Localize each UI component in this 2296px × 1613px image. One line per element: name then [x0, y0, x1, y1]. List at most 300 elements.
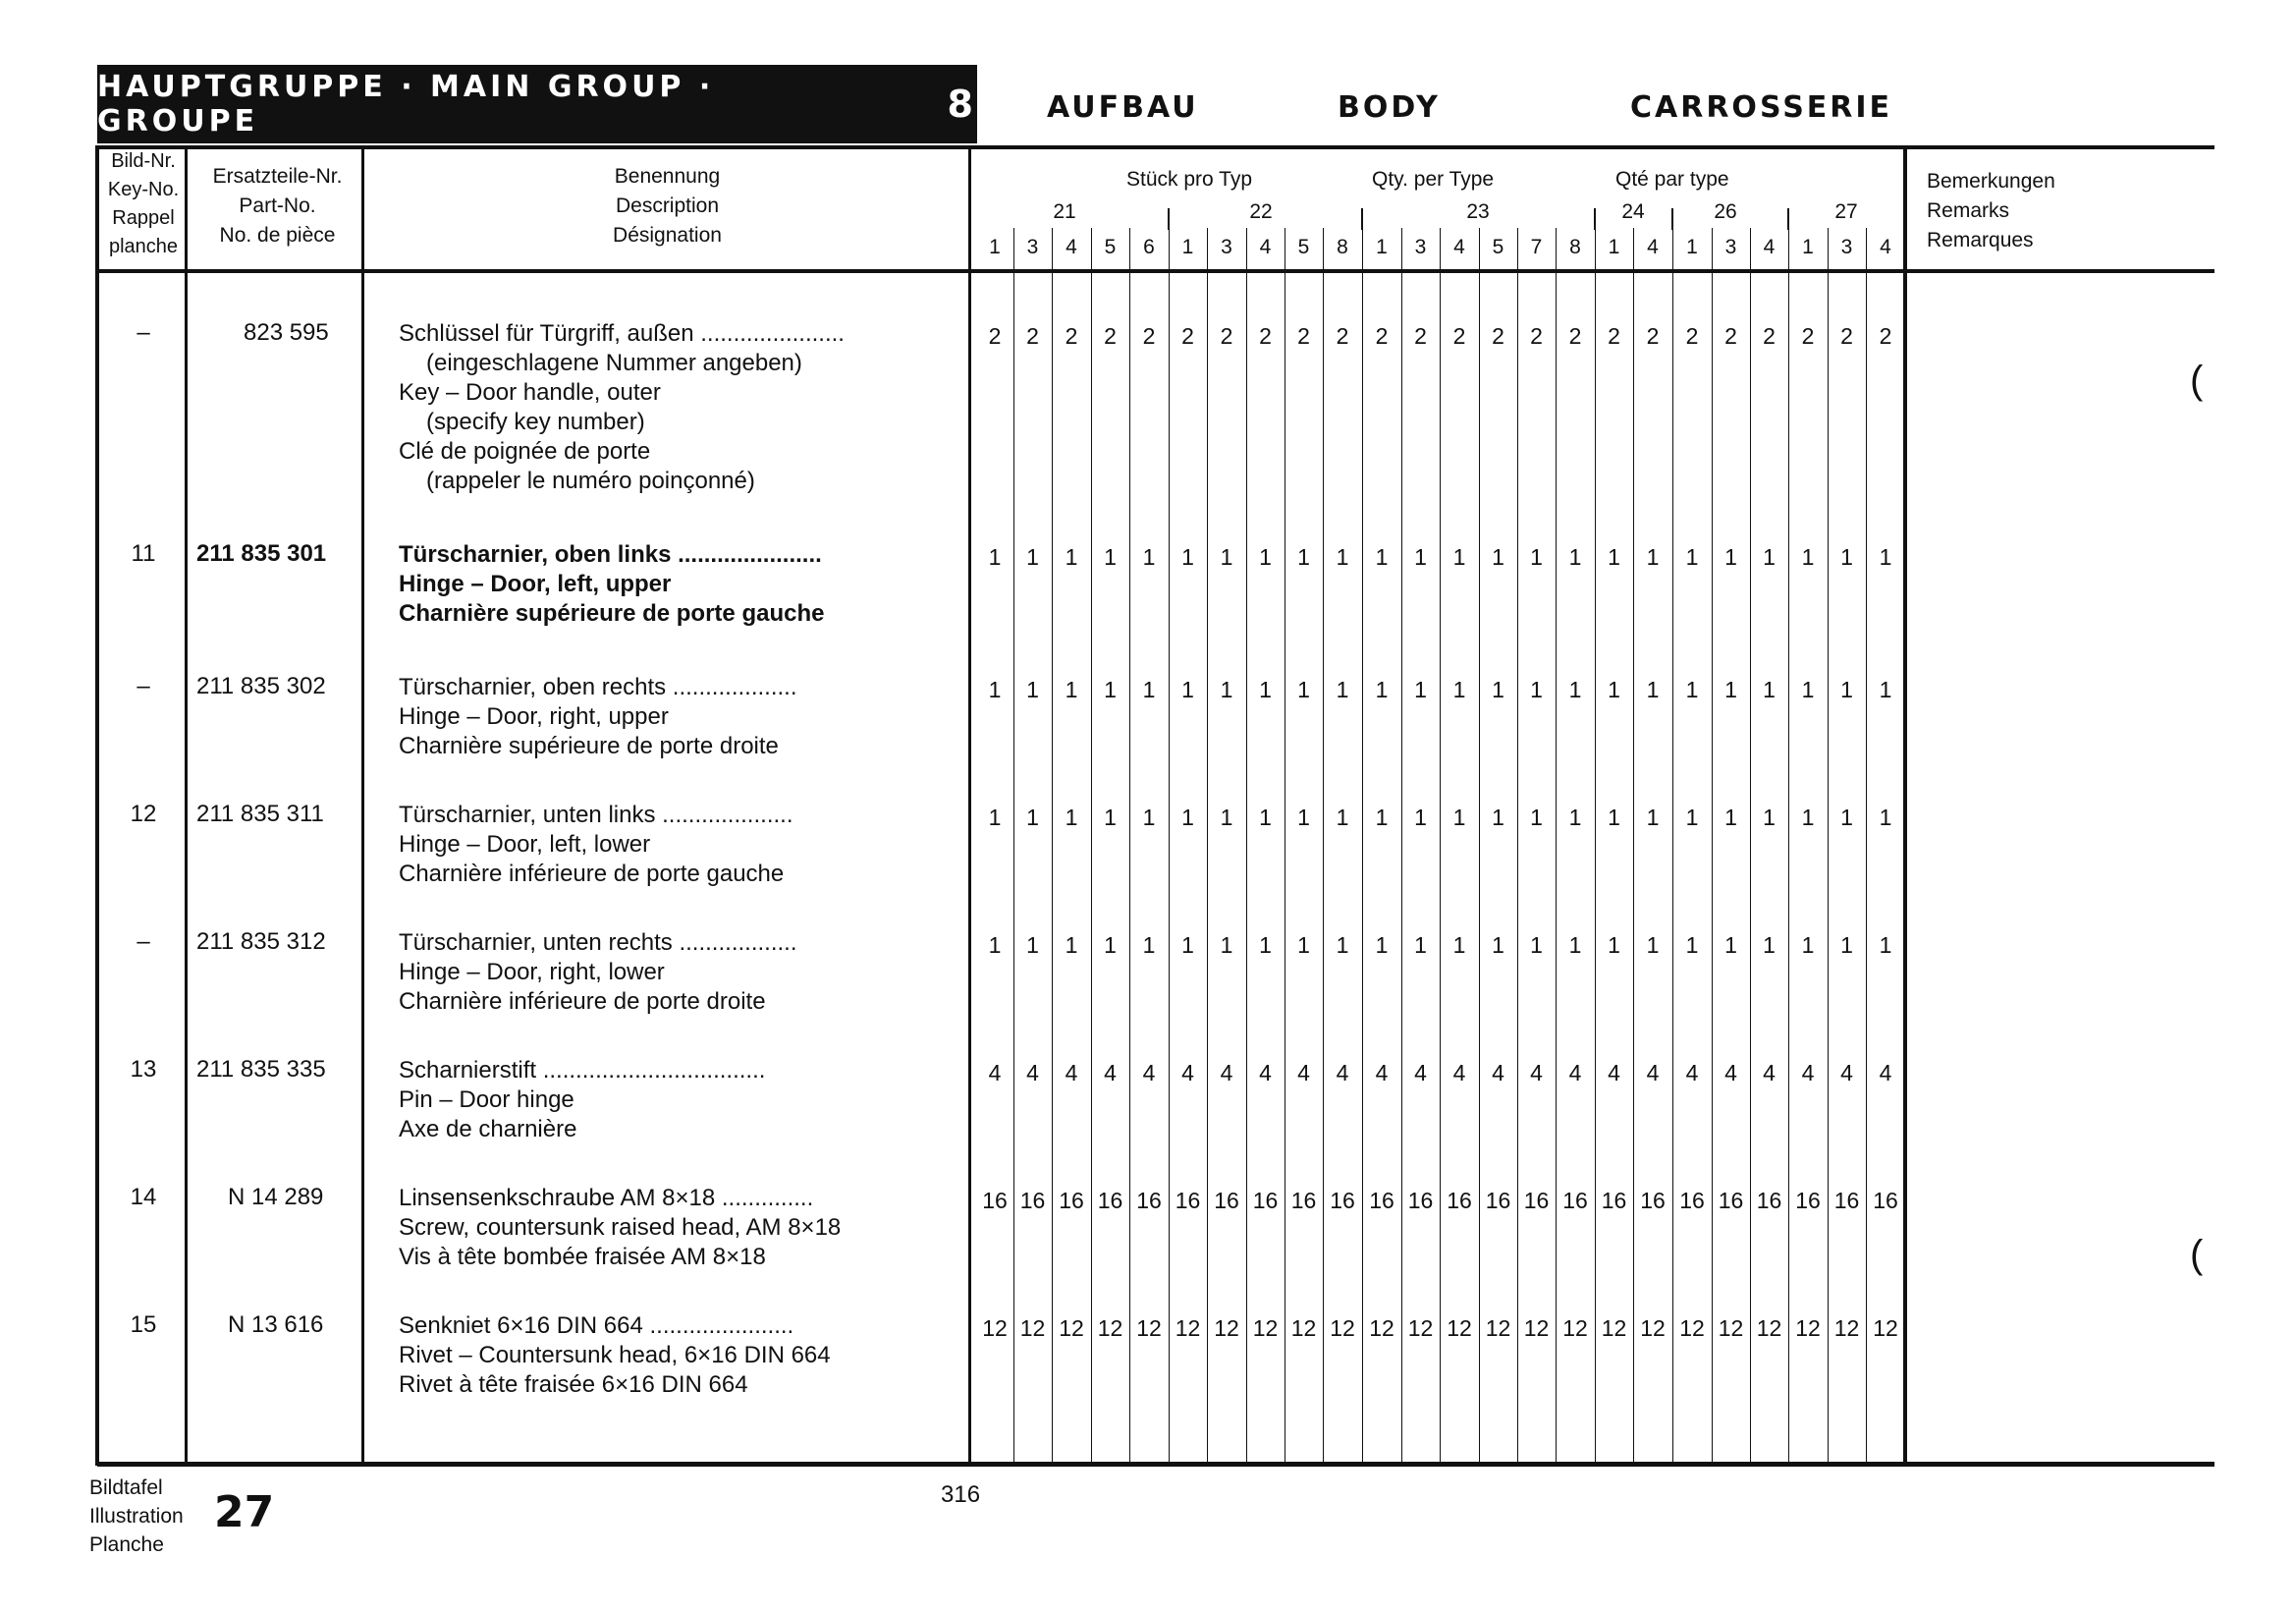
- quantity-cell: 1: [1763, 544, 1776, 570]
- sub-column-label: 1: [989, 236, 1001, 258]
- quantity-cell: 1: [1026, 677, 1039, 702]
- quantity-cell: 16: [1330, 1188, 1355, 1213]
- quantity-cell: 1: [1220, 932, 1233, 958]
- key-number: 14: [130, 1184, 157, 1210]
- quantity-cell: 1: [1259, 805, 1272, 830]
- qty-col-rule: [1672, 228, 1673, 1462]
- sub-column-label: 5: [1104, 236, 1117, 258]
- quantity-cell: 1: [1142, 544, 1156, 570]
- quantity-cell: 12: [1252, 1315, 1279, 1341]
- quantity-cell: 16: [1756, 1188, 1782, 1213]
- quantity-cell: 16: [1718, 1188, 1744, 1213]
- quantity-cell: 12: [1523, 1315, 1550, 1341]
- description-line: Türscharnier, unten links ....................: [399, 802, 793, 828]
- quantity-cell: 2: [1065, 323, 1078, 349]
- main-group-label: HAUPTGRUPPE · MAIN GROUP · GROUPE: [97, 70, 715, 139]
- sub-column-label: 4: [1066, 236, 1077, 258]
- qty-col-rule: [1362, 228, 1363, 1462]
- left-border: [95, 145, 99, 1466]
- quantity-cell: 2: [1297, 323, 1310, 349]
- sub-column-label: 1: [1376, 236, 1388, 258]
- description-line: Türscharnier, oben links ......................: [399, 541, 822, 568]
- part-description: [399, 319, 845, 496]
- part-description: [399, 801, 793, 889]
- quantity-cell: 1: [1646, 932, 1660, 958]
- description-header-de: Benennung: [614, 165, 721, 188]
- quantity-cell: 1: [1801, 677, 1815, 702]
- quantity-cell: 1: [1879, 932, 1892, 958]
- description-line: Charnière supérieure de porte droite: [399, 733, 779, 759]
- group-number: 8: [947, 83, 977, 126]
- quantity-cell: 1: [1336, 677, 1349, 702]
- part-no-header-en: Part-No.: [239, 195, 316, 217]
- quantity-cell: 12: [1601, 1315, 1627, 1341]
- quantity-cell: 4: [1763, 1060, 1776, 1085]
- quantity-cell: 16: [1485, 1188, 1511, 1213]
- quantity-cell: 1: [1608, 544, 1620, 570]
- part-no-header-de: Ersatzteile-Nr.: [212, 165, 343, 188]
- quantity-cell: 1: [1336, 805, 1349, 830]
- sub-column-label: 8: [1337, 236, 1348, 258]
- qty-col-rule: [1169, 228, 1170, 1462]
- title-de: AUFBAU: [1047, 90, 1199, 125]
- sub-column-label: 3: [1724, 236, 1737, 258]
- part-number: 211 835 335: [196, 1056, 326, 1083]
- illustration-number: 27: [214, 1487, 275, 1537]
- quantity-cell: 1: [1608, 932, 1620, 958]
- quantity-cell: 16: [1640, 1188, 1666, 1213]
- qty-header-fr: Qté par type: [1615, 168, 1729, 191]
- quantity-cell: 1: [1181, 677, 1194, 702]
- description-line: Vis à tête bombée fraisée AM 8×18: [399, 1244, 766, 1270]
- quantity-cell: 1: [1568, 544, 1582, 570]
- type-group-label: 26: [1714, 200, 1737, 223]
- header-bottom-rule: [97, 269, 2214, 273]
- quantity-cell: 1: [1724, 805, 1737, 830]
- quantity-cell: 12: [1097, 1315, 1123, 1341]
- part-number: 211 835 312: [196, 928, 326, 955]
- part-description: [399, 1184, 841, 1272]
- title-en: BODY: [1338, 90, 1441, 125]
- sub-column-label: 4: [1259, 236, 1272, 258]
- quantity-cell: 1: [1414, 677, 1427, 702]
- key-number: –: [137, 319, 150, 346]
- quantity-cell: 1: [1414, 932, 1427, 958]
- description-line: (rappeler le numéro poinçonné): [426, 468, 755, 494]
- quantity-cell: 4: [1646, 1060, 1660, 1085]
- quantity-cell: 2: [1452, 323, 1466, 349]
- part-number: 823 595: [244, 319, 329, 346]
- quantity-cell: 1: [1065, 544, 1078, 570]
- remarks-header-en: Remarks: [1927, 199, 2010, 222]
- quantity-cell: 1: [1297, 805, 1310, 830]
- quantity-cell: 1: [1104, 805, 1117, 830]
- key-no-header-fr1: Rappel: [112, 207, 175, 229]
- sub-column-label: 4: [1453, 236, 1465, 258]
- quantity-cell: 1: [1220, 805, 1233, 830]
- quantity-cell: 1: [1724, 544, 1737, 570]
- quantity-cell: 1: [1492, 544, 1504, 570]
- quantity-cell: 1: [1297, 677, 1310, 702]
- quantity-cell: 1: [1879, 805, 1892, 830]
- table-top-rule: [97, 145, 2214, 149]
- quantity-cell: 1: [1375, 677, 1389, 702]
- qty-col-rule: [1633, 228, 1634, 1462]
- qty-col-rule: [1750, 228, 1751, 1462]
- qty-col-rule: [1788, 228, 1789, 1462]
- qty-col-rule: [1246, 228, 1247, 1462]
- key-number: 12: [130, 801, 157, 827]
- quantity-cell: 1: [1220, 677, 1233, 702]
- quantity-cell: 2: [1840, 323, 1853, 349]
- quantity-cell: 1: [1568, 932, 1582, 958]
- quantity-cell: 2: [1375, 323, 1389, 349]
- quantity-cell: 1: [1181, 805, 1194, 830]
- quantity-cell: 1: [1646, 805, 1660, 830]
- quantity-cell: 1: [1801, 544, 1815, 570]
- quantity-cell: 1: [1492, 805, 1504, 830]
- part-no-header: [191, 162, 363, 250]
- description-line: Hinge – Door, left, lower: [399, 831, 651, 858]
- illustration-label: [89, 1474, 184, 1559]
- quantity-cell: 4: [1220, 1060, 1233, 1085]
- part-col-rule: [361, 145, 364, 1462]
- quantity-cell: 16: [982, 1188, 1008, 1213]
- quantity-cell: 1: [1763, 932, 1776, 958]
- qty-col-rule: [1401, 228, 1402, 1462]
- quantity-cell: 2: [1220, 323, 1233, 349]
- quantity-cell: 12: [1175, 1315, 1201, 1341]
- qty-col-rule: [1013, 228, 1014, 1462]
- quantity-cell: 1: [1685, 932, 1699, 958]
- table-bottom-rule: [97, 1462, 1905, 1467]
- description-line: (specify key number): [426, 409, 645, 435]
- quantity-cell: 16: [1019, 1188, 1046, 1213]
- remark-mark: (: [2190, 1233, 2204, 1276]
- quantity-cell: 1: [1220, 544, 1233, 570]
- sub-column-label: 6: [1143, 236, 1155, 258]
- quantity-cell: 12: [1330, 1315, 1355, 1341]
- type-group-label: 24: [1621, 200, 1645, 223]
- title-fr: CARROSSERIE: [1630, 90, 1893, 125]
- quantity-cell: 1: [1142, 677, 1156, 702]
- quantity-cell: 16: [1833, 1188, 1860, 1213]
- quantity-cell: 1: [1297, 932, 1310, 958]
- quantity-cell: 12: [1059, 1315, 1084, 1341]
- quantity-cell: 1: [1104, 544, 1117, 570]
- quantity-cell: 1: [1414, 544, 1427, 570]
- quantity-cell: 1: [1452, 677, 1466, 702]
- quantity-cell: 1: [1840, 677, 1853, 702]
- quantity-cell: 1: [1492, 677, 1504, 702]
- sub-column-label: 5: [1297, 236, 1310, 258]
- key-no-header: [97, 147, 190, 261]
- sub-column-label: 5: [1492, 236, 1504, 258]
- qty-header-de: Stück pro Typ: [1126, 168, 1253, 191]
- quantity-cell: 4: [1608, 1060, 1620, 1085]
- part-number: N 13 616: [228, 1311, 324, 1338]
- description-line: Key – Door handle, outer: [399, 379, 661, 406]
- sub-column-label: 1: [1686, 236, 1698, 258]
- quantity-cell: 1: [1530, 544, 1543, 570]
- key-number: –: [137, 928, 150, 955]
- quantity-cell: 2: [1181, 323, 1194, 349]
- type-group-label: 27: [1834, 200, 1858, 223]
- quantity-cell: 16: [1795, 1188, 1821, 1213]
- quantity-cell: 4: [1840, 1060, 1853, 1085]
- quantity-cell: 16: [1447, 1188, 1472, 1213]
- part-description: [399, 1311, 831, 1400]
- quantity-cell: 16: [1562, 1188, 1588, 1213]
- quantity-cell: 1: [1492, 932, 1504, 958]
- quantity-cell: 4: [1801, 1060, 1815, 1085]
- quantity-cell: 4: [988, 1060, 1002, 1085]
- part-number: 211 835 302: [196, 673, 326, 699]
- quantity-cell: 12: [1369, 1315, 1394, 1341]
- qty-header-en: Qty. per Type: [1372, 168, 1495, 191]
- quantity-cell: 1: [1840, 805, 1853, 830]
- description-line: Clé de poignée de porte: [399, 438, 651, 465]
- quantity-cell: 4: [1104, 1060, 1117, 1085]
- quantity-cell: 1: [1724, 677, 1737, 702]
- quantity-cell: 2: [1646, 323, 1660, 349]
- description-line: Pin – Door hinge: [399, 1086, 574, 1113]
- sub-column-label: 4: [1763, 236, 1776, 258]
- quantity-cell: 1: [1065, 805, 1078, 830]
- type-group-separator: [1671, 208, 1673, 230]
- quantity-cell: 2: [1763, 323, 1776, 349]
- quantity-cell: 12: [1679, 1315, 1705, 1341]
- quantity-cell: 1: [1142, 805, 1156, 830]
- quantity-cell: 4: [1685, 1060, 1699, 1085]
- quantity-cell: 1: [1259, 677, 1272, 702]
- remarks-header-de: Bemerkungen: [1927, 170, 2055, 193]
- qty-col-rule: [1207, 228, 1208, 1462]
- remarks-header-fr: Remarques: [1927, 229, 2034, 251]
- quantity-cell: 1: [1763, 805, 1776, 830]
- description-line: Rivet à tête fraisée 6×16 DIN 664: [399, 1371, 748, 1398]
- quantity-cell: 4: [1259, 1060, 1272, 1085]
- quantity-cell: 16: [1601, 1188, 1627, 1213]
- quantity-cell: 12: [1756, 1315, 1782, 1341]
- quantity-cell: 1: [988, 805, 1002, 830]
- quantity-cell: 2: [1801, 323, 1815, 349]
- quantity-cell: 4: [1375, 1060, 1389, 1085]
- quantity-cell: 1: [1763, 677, 1776, 702]
- sub-column-label: 3: [1840, 236, 1853, 258]
- illustration-label-en: Illustration: [89, 1505, 184, 1528]
- quantity-cell: 4: [1414, 1060, 1427, 1085]
- type-group-label: 22: [1249, 200, 1273, 223]
- quantity-cell: 4: [1568, 1060, 1582, 1085]
- quantity-cell: 1: [1685, 544, 1699, 570]
- sub-column-label: 1: [1181, 236, 1194, 258]
- part-description: [399, 928, 797, 1017]
- description-line: Rivet – Countersunk head, 6×16 DIN 664: [399, 1342, 831, 1368]
- quantity-cell: 1: [1297, 544, 1310, 570]
- key-no-header-en: Key-No.: [107, 179, 180, 200]
- quantity-cell: 1: [1879, 677, 1892, 702]
- quantity-cell: 12: [1214, 1315, 1239, 1341]
- part-description: [399, 1056, 765, 1144]
- quantity-cell: 4: [1026, 1060, 1039, 1085]
- quantity-cell: 12: [1873, 1315, 1898, 1341]
- sub-column-label: 7: [1530, 236, 1543, 258]
- quantity-cell: 2: [988, 323, 1002, 349]
- quantity-cell: 12: [1136, 1315, 1162, 1341]
- quantity-cell: 16: [1136, 1188, 1162, 1213]
- quantity-cell: 1: [1608, 677, 1620, 702]
- quantity-cell: 1: [1568, 677, 1582, 702]
- qty-col-rule: [1712, 228, 1713, 1462]
- key-number: –: [137, 673, 150, 699]
- key-no-header-fr2: planche: [108, 236, 179, 257]
- quantity-cell: 16: [1407, 1188, 1434, 1213]
- sub-column-label: 3: [1414, 236, 1427, 258]
- quantity-cell: 1: [1840, 932, 1853, 958]
- quantity-cell: 1: [1608, 805, 1620, 830]
- key-no-header-de: Bild-Nr.: [111, 150, 176, 172]
- quantity-cell: 1: [1452, 544, 1466, 570]
- quantity-cell: 12: [1718, 1315, 1744, 1341]
- qty-col-rule: [1517, 228, 1518, 1462]
- qty-col-rule: [1091, 228, 1092, 1462]
- quantity-cell: 4: [1530, 1060, 1543, 1085]
- quantity-cell: 1: [1375, 932, 1389, 958]
- quantity-cell: 16: [1679, 1188, 1705, 1213]
- description-line: Scharnierstift ..................................: [399, 1057, 766, 1084]
- description-line: Hinge – Door, left, upper: [399, 571, 672, 597]
- type-group-separator: [1168, 208, 1170, 230]
- description-line: Screw, countersunk raised head, AM 8×18: [399, 1214, 842, 1241]
- quantity-cell: 12: [1407, 1315, 1434, 1341]
- quantity-cell: 16: [1059, 1188, 1084, 1213]
- description-line: Hinge – Door, right, lower: [399, 959, 665, 985]
- quantity-cell: 12: [1795, 1315, 1821, 1341]
- quantity-cell: 16: [1369, 1188, 1394, 1213]
- quantity-cell: 12: [1562, 1315, 1588, 1341]
- quantity-cell: 1: [1879, 544, 1892, 570]
- quantity-cell: 1: [988, 544, 1002, 570]
- sub-column-label: 3: [1221, 236, 1232, 258]
- quantity-cell: 12: [1290, 1315, 1317, 1341]
- quantity-cell: 1: [1259, 932, 1272, 958]
- quantity-cell: 2: [1026, 323, 1039, 349]
- quantity-cell: 4: [1181, 1060, 1194, 1085]
- quantity-cell: 1: [1104, 677, 1117, 702]
- description-line: Türscharnier, oben rechts ...................: [399, 674, 797, 700]
- sub-column-label: 8: [1569, 236, 1581, 258]
- quantity-cell: 2: [1142, 323, 1156, 349]
- description-header: [365, 162, 969, 250]
- quantity-cell: 1: [1375, 544, 1389, 570]
- quantity-cell: 1: [1801, 932, 1815, 958]
- quantity-cell: 1: [1336, 544, 1349, 570]
- quantity-cell: 12: [1019, 1315, 1046, 1341]
- qty-col-rule: [1479, 228, 1480, 1462]
- remark-mark: (: [2190, 359, 2204, 402]
- quantity-cell: 16: [1214, 1188, 1239, 1213]
- desc-col-rule: [968, 145, 971, 1462]
- quantity-cell: 1: [1026, 932, 1039, 958]
- quantity-cell: 1: [1259, 544, 1272, 570]
- quantity-cell: 1: [988, 677, 1002, 702]
- quantity-cell: 12: [1833, 1315, 1860, 1341]
- qty-col-rule: [1052, 228, 1053, 1462]
- quantity-cell: 1: [1375, 805, 1389, 830]
- quantity-cell: 4: [1297, 1060, 1310, 1085]
- quantity-cell: 2: [1259, 323, 1272, 349]
- quantity-cell: 1: [1026, 805, 1039, 830]
- qty-col-rule: [1129, 228, 1130, 1462]
- illustration-label-de: Bildtafel: [89, 1476, 163, 1499]
- description-line: Axe de charnière: [399, 1116, 577, 1142]
- quantity-cell: 16: [1097, 1188, 1123, 1213]
- sub-column-label: 4: [1880, 236, 1891, 258]
- quantity-cell: 2: [1530, 323, 1543, 349]
- description-header-fr: Désignation: [613, 224, 722, 247]
- description-line: Linsensenkschraube AM 8×18 ..............: [399, 1185, 814, 1211]
- quantity-cell: 16: [1290, 1188, 1317, 1213]
- type-group-separator: [1361, 208, 1363, 230]
- quantity-cell: 1: [1452, 932, 1466, 958]
- quantity-cell: 12: [1485, 1315, 1511, 1341]
- quantity-cell: 1: [1104, 932, 1117, 958]
- quantity-cell: 1: [1530, 805, 1543, 830]
- key-col-rule: [185, 145, 188, 1462]
- sub-column-label: 1: [1608, 236, 1620, 258]
- page-number: 316: [941, 1481, 981, 1508]
- quantity-cell: 12: [982, 1315, 1008, 1341]
- quantity-cell: 1: [1646, 677, 1660, 702]
- sub-column-label: 4: [1647, 236, 1659, 258]
- part-description: [399, 540, 824, 629]
- quantity-cell: 16: [1175, 1188, 1201, 1213]
- quantity-cell: 2: [1608, 323, 1620, 349]
- part-number: N 14 289: [228, 1184, 324, 1210]
- description-line: (eingeschlagene Nummer angeben): [426, 350, 802, 376]
- quantity-cell: 4: [1142, 1060, 1156, 1085]
- quantity-cell: 1: [1530, 932, 1543, 958]
- quantity-cell: 4: [1879, 1060, 1892, 1085]
- remarks-header: [1927, 167, 2055, 255]
- description-line: Charnière supérieure de porte gauche: [399, 600, 825, 627]
- description-line: Charnière inférieure de porte gauche: [399, 861, 785, 887]
- quantity-cell: 4: [1492, 1060, 1504, 1085]
- description-line: Senkniet 6×16 DIN 664 ......................: [399, 1312, 794, 1339]
- sub-column-label: 3: [1026, 236, 1039, 258]
- quantity-cell: 2: [1568, 323, 1582, 349]
- type-group-separator: [1787, 208, 1789, 230]
- quantity-cell: 2: [1685, 323, 1699, 349]
- qty-col-rule: [1828, 228, 1829, 1462]
- quantity-cell: 1: [988, 932, 1002, 958]
- quantity-cell: 2: [1879, 323, 1892, 349]
- key-number: 13: [130, 1056, 157, 1083]
- quantity-cell: 2: [1104, 323, 1117, 349]
- quantity-cell: 1: [1065, 677, 1078, 702]
- quantity-cell: 16: [1252, 1188, 1279, 1213]
- description-header-en: Description: [615, 195, 720, 217]
- quantity-cell: 1: [1685, 805, 1699, 830]
- description-line: Charnière inférieure de porte droite: [399, 988, 766, 1015]
- part-number: 211 835 311: [196, 801, 324, 827]
- qty-col-rule: [1595, 228, 1596, 1462]
- quantity-cell: 1: [1685, 677, 1699, 702]
- type-group-separator: [1594, 208, 1596, 230]
- quantity-cell: 1: [1646, 544, 1660, 570]
- illustration-label-fr: Planche: [89, 1533, 164, 1556]
